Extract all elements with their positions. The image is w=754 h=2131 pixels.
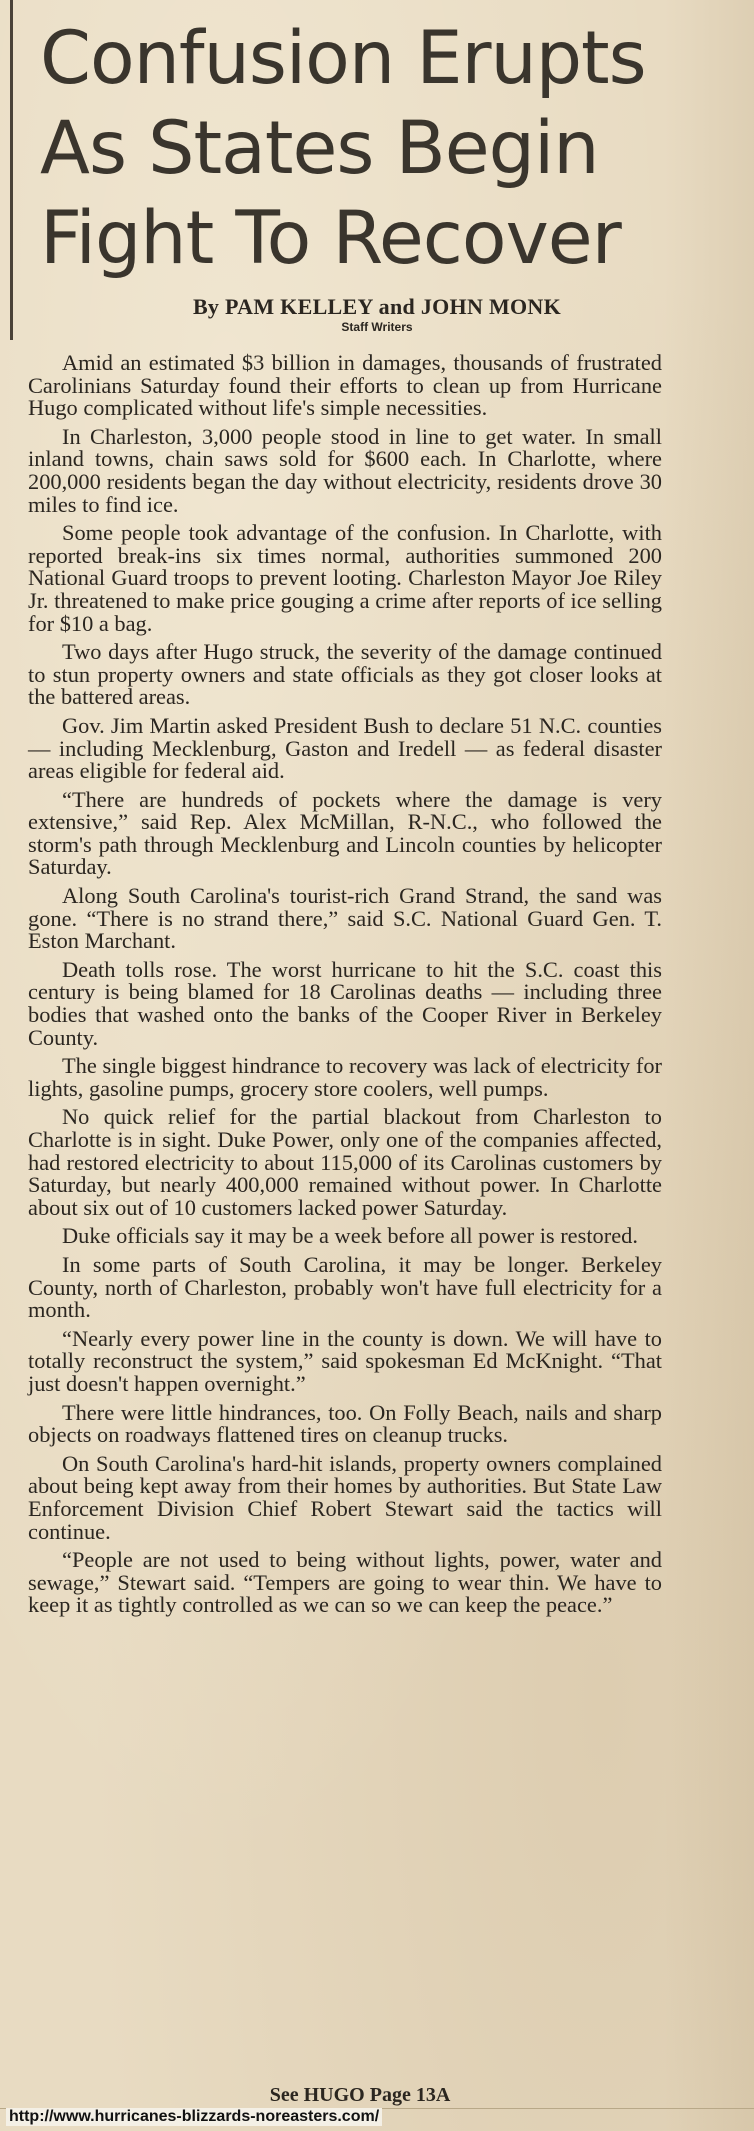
paragraph: The single biggest hindrance to recovery was lack of electricity for lights, gasoline pumps, grocery store coolers, well pumps. — [28, 1053, 662, 1101]
headline-line-3: Fight To Recover — [40, 196, 621, 281]
paragraph: There were little hindrances, too. On Folly Beach, nails and sharp objects on roadways flattened tires on cleanup trucks. — [28, 1399, 662, 1448]
paragraph: Amid an estimated $3 billion in damages, thousands of frustrated Carolinians Saturday found their efforts to clean up from Hurricane Hugo complicated without life's simple necessities. — [28, 350, 662, 421]
paragraph: Death tolls rose. The worst hurricane to hit the S.C. coast this century is being blamed for 18 Carolinas deaths — including three bodies that washed onto the banks of the Cooper River in Berkeley County. — [28, 956, 662, 1050]
paragraph: In Charleston, 3,000 people stood in line to get water. In small inland towns, chain saws sold for $600 each. In Charlotte, where 200,000 residents began the day without electricity, residents drove 30 miles to find ice. — [28, 423, 662, 517]
paragraph: Duke officials say it may be a week before all power is restored. — [62, 1223, 638, 1249]
paragraph: “People are not used to being without lights, power, water and sewage,” Stewart said. “Tempers are going to wear thin. We have to keep it as tightly controlled as we can so we can keep the peace.” — [28, 1547, 662, 1618]
paragraph: In some parts of South Carolina, it may be longer. Berkeley County, north of Charleston, probably won't have full electricity for a month. — [28, 1251, 662, 1323]
paragraph: “Nearly every power line in the county is down. We will have to totally reconstruct the system,” said spokesman Ed McKnight. “That just doesn't happen overnight.” — [28, 1325, 662, 1396]
paragraph: “There are hundreds of pockets where the damage is very extensive,” said Rep. Alex McMillan, R-N.C., who followed the storm's path through Mecklenburg and Lincoln counties by helicopter Saturday. — [28, 786, 662, 880]
headline-line-2: As States Begin — [40, 106, 599, 191]
headline-line-1: Confusion Erupts — [40, 16, 646, 101]
source-url: http://www.hurricanes-blizzards-noreasters.com/ — [6, 2108, 382, 2126]
column-rule — [10, 0, 13, 340]
paragraph: Two days after Hugo struck, the severity of the damage continued to stun property owners and state officials as they got closer looks at the battered areas. — [28, 639, 662, 710]
article-body — [28, 352, 662, 1623]
paragraph: No quick relief for the partial blackout from Charleston to Charlotte is in sight. Duke Power, only one of the companies affected, had restored electricity to about 115,000 of its Carolinas customers by Saturday, but nearly 400,000 remained without power. In Charlotte about six out of 10 customers lacked power Saturday. — [28, 1104, 662, 1220]
byline-staff: Staff Writers — [341, 320, 413, 334]
headline — [40, 14, 730, 284]
paragraph: Gov. Jim Martin asked President Bush to declare 51 N.C. counties — including Mecklenburg, Gaston and Iredell — as federal disaster areas eligible for federal aid. — [28, 712, 662, 784]
paragraph: Some people took advantage of the confusion. In Charlotte, with reported break-ins six times normal, authorities summoned 200 National Guard troops to prevent looting. Charleston Mayor Joe Riley Jr. threatened to make price gouging a crime after reports of ice selling for $10 a bag. — [28, 520, 662, 636]
paragraph: Along South Carolina's tourist-rich Grand Strand, the sand was gone. “There is no strand there,” said S.C. National Guard Gen. T. Eston Marchant. — [28, 883, 662, 954]
byline: By PAM KELLEY and JOHN MONK — [192, 294, 562, 319]
continuation-reference: See HUGO Page 13A — [269, 2084, 451, 2106]
paragraph: On South Carolina's hard-hit islands, property owners complained about being kept away from their homes by authorities. But State Law Enforcement Division Chief Robert Stewart said the tactics will continue. — [28, 1450, 662, 1544]
